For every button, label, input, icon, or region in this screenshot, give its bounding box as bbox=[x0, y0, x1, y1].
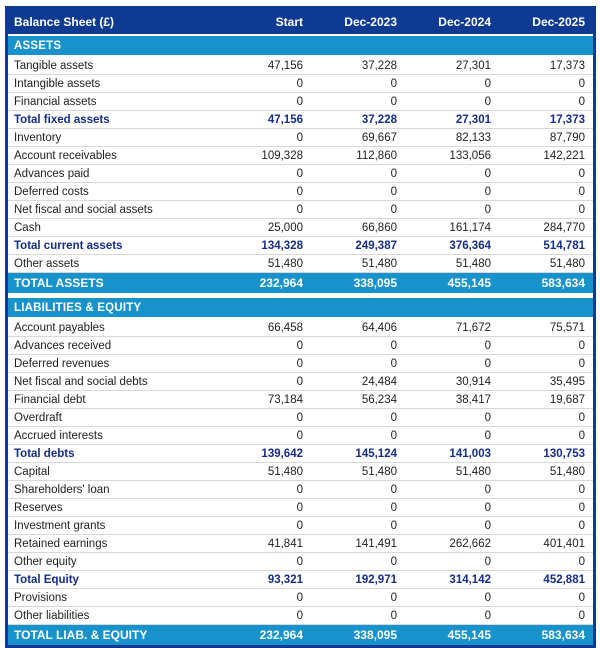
table-row bbox=[8, 553, 593, 571]
row-label: Total debts bbox=[8, 445, 217, 463]
grand-total-value: 455,145 bbox=[405, 273, 499, 293]
row-value: 0 bbox=[217, 355, 311, 373]
row-value: 0 bbox=[311, 517, 405, 535]
column-header-dec-2024: Dec-2024 bbox=[405, 9, 499, 36]
row-value: 514,781 bbox=[499, 237, 593, 255]
row-value: 47,156 bbox=[217, 57, 311, 75]
row-value: 66,860 bbox=[311, 219, 405, 237]
row-value: 0 bbox=[405, 93, 499, 111]
row-value: 0 bbox=[217, 553, 311, 571]
row-value: 69,667 bbox=[311, 129, 405, 147]
section-header-label: ASSETS bbox=[8, 36, 593, 57]
row-value: 142,221 bbox=[499, 147, 593, 165]
row-value: 0 bbox=[499, 355, 593, 373]
table-row bbox=[8, 255, 593, 273]
row-value: 37,228 bbox=[311, 57, 405, 75]
row-value: 0 bbox=[217, 373, 311, 391]
column-header-dec-2023: Dec-2023 bbox=[311, 9, 405, 36]
table-row bbox=[8, 165, 593, 183]
row-label: Shareholders' loan bbox=[8, 481, 217, 499]
row-value: 0 bbox=[499, 165, 593, 183]
table-row bbox=[8, 427, 593, 445]
table-row bbox=[8, 409, 593, 427]
row-value: 401,401 bbox=[499, 535, 593, 553]
table-row bbox=[8, 201, 593, 219]
row-value: 109,328 bbox=[217, 147, 311, 165]
row-value: 0 bbox=[499, 607, 593, 625]
row-value: 0 bbox=[499, 201, 593, 219]
row-label: Advances paid bbox=[8, 165, 217, 183]
grand-total-value: 583,634 bbox=[499, 625, 593, 645]
section-header-row bbox=[8, 36, 593, 57]
balance-sheet-table bbox=[5, 6, 596, 648]
column-header-start: Start bbox=[217, 9, 311, 36]
table-row bbox=[8, 517, 593, 535]
row-value: 0 bbox=[405, 517, 499, 535]
row-label: Total Equity bbox=[8, 571, 217, 589]
table-row bbox=[8, 93, 593, 111]
row-value: 24,484 bbox=[311, 373, 405, 391]
balance-sheet-container bbox=[5, 6, 596, 648]
grand-total-value: 338,095 bbox=[311, 273, 405, 293]
row-value: 0 bbox=[311, 553, 405, 571]
row-value: 51,480 bbox=[217, 463, 311, 481]
row-value: 0 bbox=[311, 589, 405, 607]
row-value: 35,495 bbox=[499, 373, 593, 391]
row-value: 130,753 bbox=[499, 445, 593, 463]
subtotal-row bbox=[8, 111, 593, 129]
row-value: 0 bbox=[405, 183, 499, 201]
row-label: Other equity bbox=[8, 553, 217, 571]
section-header-label: LIABILITIES & EQUITY bbox=[8, 298, 593, 319]
row-label: Account receivables bbox=[8, 147, 217, 165]
subtotal-row bbox=[8, 571, 593, 589]
row-value: 0 bbox=[311, 409, 405, 427]
table-row bbox=[8, 391, 593, 409]
row-value: 0 bbox=[217, 183, 311, 201]
row-label: Net fiscal and social assets bbox=[8, 201, 217, 219]
subtotal-row bbox=[8, 237, 593, 255]
row-value: 19,687 bbox=[499, 391, 593, 409]
row-value: 0 bbox=[311, 183, 405, 201]
row-value: 51,480 bbox=[311, 255, 405, 273]
row-value: 314,142 bbox=[405, 571, 499, 589]
row-label: Deferred costs bbox=[8, 183, 217, 201]
row-value: 0 bbox=[499, 93, 593, 111]
row-value: 47,156 bbox=[217, 111, 311, 129]
row-value: 0 bbox=[311, 481, 405, 499]
row-value: 87,790 bbox=[499, 129, 593, 147]
row-value: 0 bbox=[405, 201, 499, 219]
row-value: 71,672 bbox=[405, 319, 499, 337]
table-row bbox=[8, 355, 593, 373]
table-row bbox=[8, 499, 593, 517]
row-value: 0 bbox=[499, 75, 593, 93]
table-row bbox=[8, 57, 593, 75]
table-row bbox=[8, 219, 593, 237]
row-value: 0 bbox=[311, 607, 405, 625]
row-value: 0 bbox=[405, 337, 499, 355]
row-value: 27,301 bbox=[405, 111, 499, 129]
row-value: 0 bbox=[217, 517, 311, 535]
row-label: Inventory bbox=[8, 129, 217, 147]
table-row bbox=[8, 373, 593, 391]
row-label: Reserves bbox=[8, 499, 217, 517]
row-value: 0 bbox=[499, 409, 593, 427]
grand-total-label: TOTAL ASSETS bbox=[8, 273, 217, 293]
row-value: 0 bbox=[217, 129, 311, 147]
row-value: 93,321 bbox=[217, 571, 311, 589]
row-value: 38,417 bbox=[405, 391, 499, 409]
row-value: 0 bbox=[217, 409, 311, 427]
grand-total-value: 338,095 bbox=[311, 625, 405, 645]
table-row bbox=[8, 183, 593, 201]
row-value: 17,373 bbox=[499, 111, 593, 129]
row-value: 51,480 bbox=[499, 255, 593, 273]
row-label: Net fiscal and social debts bbox=[8, 373, 217, 391]
row-value: 0 bbox=[311, 75, 405, 93]
row-label: Deferred revenues bbox=[8, 355, 217, 373]
row-value: 0 bbox=[405, 355, 499, 373]
row-value: 0 bbox=[405, 553, 499, 571]
row-label: Capital bbox=[8, 463, 217, 481]
table-row bbox=[8, 481, 593, 499]
row-value: 141,003 bbox=[405, 445, 499, 463]
table-row bbox=[8, 607, 593, 625]
row-label: Financial assets bbox=[8, 93, 217, 111]
row-label: Total current assets bbox=[8, 237, 217, 255]
row-value: 133,056 bbox=[405, 147, 499, 165]
row-label: Accrued interests bbox=[8, 427, 217, 445]
row-label: Account payables bbox=[8, 319, 217, 337]
row-value: 0 bbox=[499, 481, 593, 499]
row-value: 0 bbox=[311, 165, 405, 183]
row-value: 0 bbox=[217, 201, 311, 219]
row-value: 0 bbox=[405, 409, 499, 427]
row-value: 0 bbox=[217, 607, 311, 625]
row-value: 0 bbox=[499, 183, 593, 201]
row-label: Other assets bbox=[8, 255, 217, 273]
row-value: 82,133 bbox=[405, 129, 499, 147]
row-value: 0 bbox=[217, 589, 311, 607]
row-value: 452,881 bbox=[499, 571, 593, 589]
row-value: 0 bbox=[405, 481, 499, 499]
row-value: 0 bbox=[217, 337, 311, 355]
row-value: 25,000 bbox=[217, 219, 311, 237]
row-value: 0 bbox=[405, 589, 499, 607]
row-value: 0 bbox=[217, 165, 311, 183]
table-row bbox=[8, 337, 593, 355]
row-value: 0 bbox=[499, 337, 593, 355]
row-value: 0 bbox=[311, 427, 405, 445]
grand-total-value: 455,145 bbox=[405, 625, 499, 645]
row-value: 0 bbox=[405, 165, 499, 183]
row-value: 0 bbox=[217, 499, 311, 517]
row-value: 41,841 bbox=[217, 535, 311, 553]
table-row bbox=[8, 147, 593, 165]
row-value: 262,662 bbox=[405, 535, 499, 553]
grand-total-value: 583,634 bbox=[499, 273, 593, 293]
row-value: 0 bbox=[311, 93, 405, 111]
row-value: 0 bbox=[499, 589, 593, 607]
row-value: 139,642 bbox=[217, 445, 311, 463]
row-value: 0 bbox=[217, 481, 311, 499]
row-value: 27,301 bbox=[405, 57, 499, 75]
row-value: 51,480 bbox=[405, 463, 499, 481]
row-value: 284,770 bbox=[499, 219, 593, 237]
table-row bbox=[8, 319, 593, 337]
balance-sheet-body bbox=[8, 36, 593, 645]
row-value: 145,124 bbox=[311, 445, 405, 463]
table-row bbox=[8, 463, 593, 481]
row-value: 141,491 bbox=[311, 535, 405, 553]
row-value: 64,406 bbox=[311, 319, 405, 337]
subtotal-row bbox=[8, 445, 593, 463]
table-row bbox=[8, 535, 593, 553]
row-value: 37,228 bbox=[311, 111, 405, 129]
row-label: Provisions bbox=[8, 589, 217, 607]
row-label: Cash bbox=[8, 219, 217, 237]
row-value: 376,364 bbox=[405, 237, 499, 255]
row-value: 0 bbox=[217, 93, 311, 111]
header-row bbox=[8, 9, 593, 36]
row-label: Financial debt bbox=[8, 391, 217, 409]
row-value: 56,234 bbox=[311, 391, 405, 409]
row-value: 73,184 bbox=[217, 391, 311, 409]
row-value: 112,860 bbox=[311, 147, 405, 165]
row-label: Advances received bbox=[8, 337, 217, 355]
grand-total-value: 232,964 bbox=[217, 625, 311, 645]
row-value: 0 bbox=[311, 201, 405, 219]
grand-total-row bbox=[8, 625, 593, 645]
row-value: 0 bbox=[499, 517, 593, 535]
row-value: 17,373 bbox=[499, 57, 593, 75]
table-row bbox=[8, 129, 593, 147]
row-value: 192,971 bbox=[311, 571, 405, 589]
row-label: Tangible assets bbox=[8, 57, 217, 75]
row-label: Intangible assets bbox=[8, 75, 217, 93]
row-value: 51,480 bbox=[217, 255, 311, 273]
row-value: 66,458 bbox=[217, 319, 311, 337]
grand-total-value: 232,964 bbox=[217, 273, 311, 293]
row-value: 75,571 bbox=[499, 319, 593, 337]
row-label: Total fixed assets bbox=[8, 111, 217, 129]
row-value: 0 bbox=[499, 499, 593, 517]
row-label: Retained earnings bbox=[8, 535, 217, 553]
grand-total-label: TOTAL LIAB. & EQUITY bbox=[8, 625, 217, 645]
column-header-dec-2025: Dec-2025 bbox=[499, 9, 593, 36]
row-value: 161,174 bbox=[405, 219, 499, 237]
row-label: Investment grants bbox=[8, 517, 217, 535]
row-value: 0 bbox=[311, 355, 405, 373]
row-value: 30,914 bbox=[405, 373, 499, 391]
grand-total-row bbox=[8, 273, 593, 293]
row-value: 0 bbox=[405, 427, 499, 445]
table-row bbox=[8, 589, 593, 607]
row-value: 0 bbox=[217, 75, 311, 93]
row-value: 134,328 bbox=[217, 237, 311, 255]
row-value: 51,480 bbox=[405, 255, 499, 273]
row-value: 0 bbox=[217, 427, 311, 445]
section-header-row bbox=[8, 298, 593, 319]
row-value: 0 bbox=[499, 553, 593, 571]
row-value: 0 bbox=[311, 337, 405, 355]
table-row bbox=[8, 75, 593, 93]
row-label: Other liabilities bbox=[8, 607, 217, 625]
row-label: Overdraft bbox=[8, 409, 217, 427]
row-value: 51,480 bbox=[311, 463, 405, 481]
row-value: 249,387 bbox=[311, 237, 405, 255]
row-value: 0 bbox=[311, 499, 405, 517]
row-value: 0 bbox=[405, 75, 499, 93]
row-value: 0 bbox=[499, 427, 593, 445]
row-value: 0 bbox=[405, 499, 499, 517]
table-title: Balance Sheet (£) bbox=[8, 9, 217, 36]
row-value: 0 bbox=[405, 607, 499, 625]
row-value: 51,480 bbox=[499, 463, 593, 481]
